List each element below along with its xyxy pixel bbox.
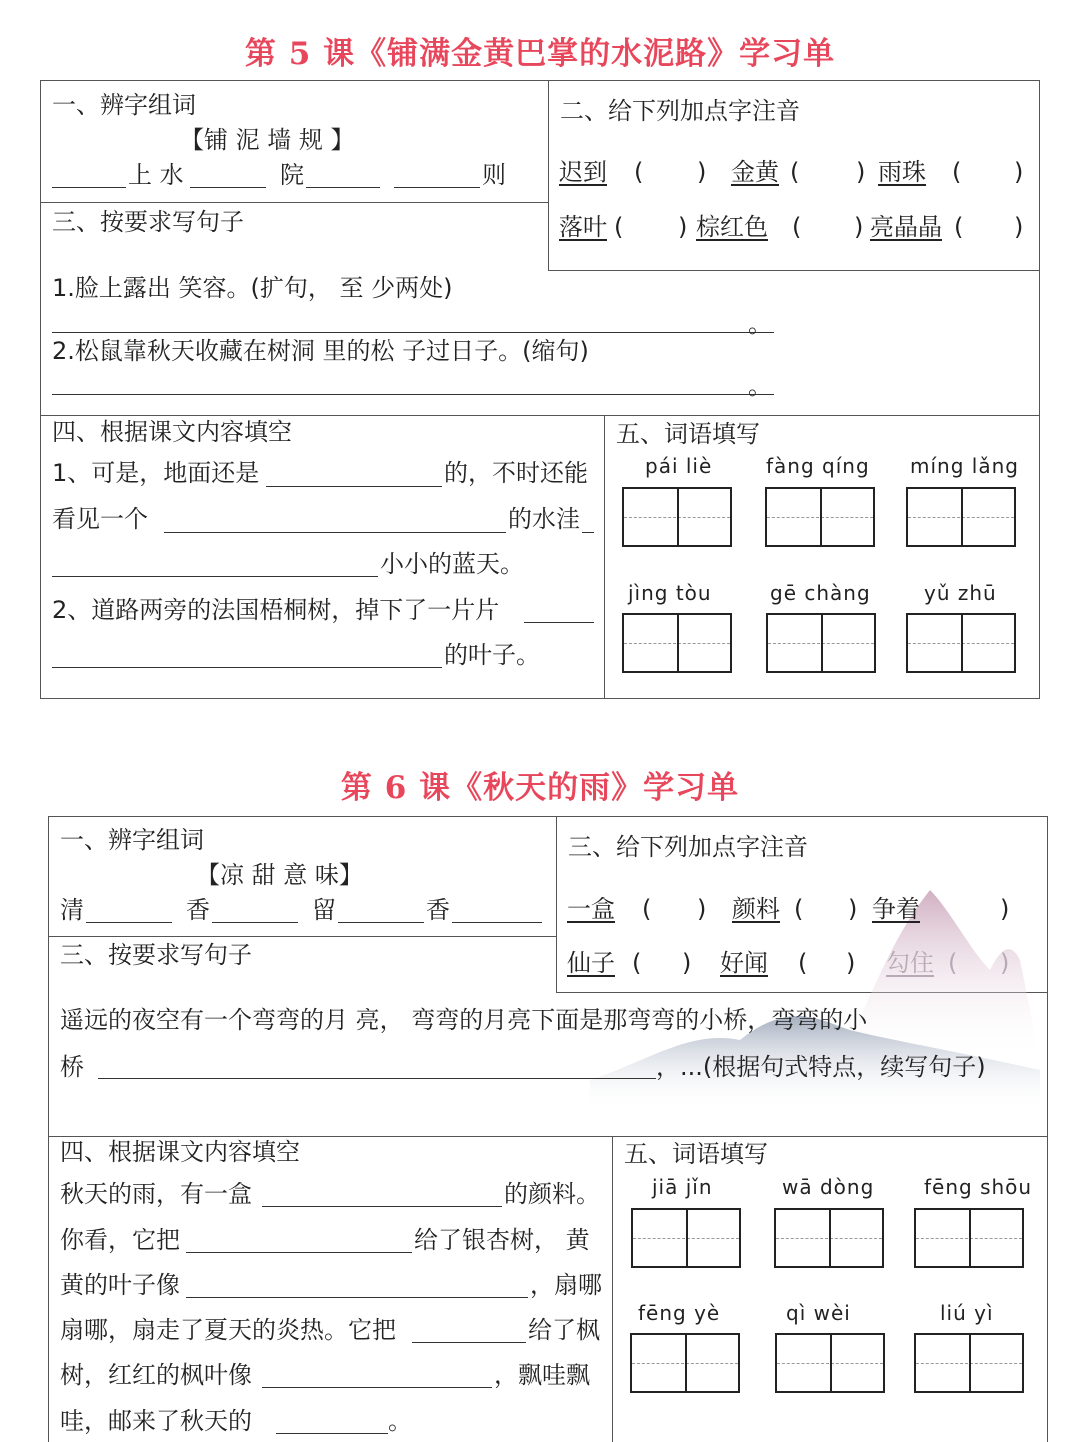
sentence-text: 遥远的夜空有一个弯弯的月 亮， 弯弯的月亮下面是那弯弯的小桥，弯弯的小 (60, 1006, 868, 1034)
pinyin-label: fàng qíng (766, 454, 870, 478)
answer-blank[interactable] (164, 532, 506, 533)
answer-blank[interactable] (394, 187, 480, 188)
fill-text: 树，红红的枫叶像 (60, 1361, 252, 1389)
paren: ) (697, 158, 707, 186)
paren: ) (697, 895, 707, 923)
fill-text: 秋天的雨，有一盒 (60, 1180, 252, 1208)
period: 。 (748, 310, 772, 338)
fill-text: 扇哪，扇走了夏天的炎热。它把 (60, 1316, 396, 1344)
pinyin-word: 金黄 (731, 158, 779, 186)
pinyin-label: qì wèi (786, 1301, 851, 1325)
writing-grid[interactable] (630, 1333, 740, 1393)
section-heading: 五、词语填写 (624, 1140, 768, 1168)
paren: ) (846, 949, 856, 977)
fill-text: 2、道路两旁的法国梧桐树，掉下了一片片 (52, 596, 500, 624)
pinyin-word: 仙子 (567, 949, 615, 977)
answer-blank[interactable] (262, 1387, 492, 1388)
blank-prompt: 则 (482, 161, 506, 189)
paren: ( (632, 949, 642, 977)
fill-text: 。 (388, 1407, 412, 1435)
section-heading: 二、给下列加点字注音 (560, 97, 800, 125)
blank-prompt: 清 (60, 896, 84, 924)
writing-grid[interactable] (766, 613, 876, 673)
paren: ) (682, 949, 692, 977)
char-list: 【铺 泥 墙 规 】 (180, 126, 355, 154)
answer-blank[interactable] (452, 922, 542, 923)
pinyin-word: 一盒 (567, 895, 615, 923)
paren: ( (790, 158, 800, 186)
fill-text: 给了银杏树， 黄 (414, 1226, 590, 1254)
writing-grid[interactable] (622, 487, 732, 547)
paren: ) (678, 213, 688, 241)
pinyin-label: yǔ zhū (924, 581, 997, 605)
fill-text: 哇，邮来了秋天的 (60, 1407, 252, 1435)
pinyin-word: 棕红色 (696, 213, 768, 241)
writing-grid[interactable] (906, 487, 1016, 547)
paren: ( (634, 158, 644, 186)
writing-grid[interactable] (765, 487, 875, 547)
paren: ) (856, 158, 866, 186)
pinyin-label: míng lǎng (910, 454, 1019, 478)
fill-text: 黄的叶子像 (60, 1271, 180, 1299)
fill-text: ，飘哇飘 (494, 1361, 590, 1389)
blank-prompt: 留 (312, 896, 336, 924)
pinyin-label: fēng yè (638, 1301, 721, 1325)
paren: ( (798, 949, 808, 977)
lesson5-title: 第 5 课《铺满金黄巴掌的水泥路》学习单 (244, 36, 836, 72)
pinyin-label: liú yì (940, 1301, 994, 1325)
paren: ( (948, 949, 958, 977)
answer-blank[interactable] (186, 1297, 528, 1298)
fill-text: 的水洼 (508, 505, 580, 533)
fill-text: 的叶子。 (444, 641, 540, 669)
pinyin-label: pái liè (645, 454, 713, 478)
answer-line[interactable] (98, 1078, 656, 1079)
fill-text: 你看，它把 (60, 1226, 180, 1254)
blank-prompt: 香 (426, 896, 450, 924)
lesson6-title: 第 6 课《秋天的雨》学习单 (340, 770, 740, 806)
pinyin-word: 迟到 (559, 158, 607, 186)
answer-blank[interactable] (52, 667, 442, 668)
answer-blank[interactable] (186, 1252, 412, 1253)
pinyin-word: 勾住 (886, 949, 934, 977)
answer-blank[interactable] (306, 187, 380, 188)
pinyin-label: wā dòng (782, 1175, 875, 1199)
writing-grid[interactable] (631, 1208, 741, 1268)
pinyin-word: 亮晶晶 (870, 213, 942, 241)
section-heading: 三、给下列加点字注音 (568, 833, 808, 861)
fill-text: 小小的蓝天。 (380, 550, 524, 578)
paren: ( (954, 213, 964, 241)
section-heading: 五、词语填写 (616, 420, 760, 448)
section-heading: 一、辨字组词 (52, 91, 196, 119)
paren: ) (1000, 895, 1010, 923)
writing-grid[interactable] (906, 613, 1016, 673)
pinyin-label: jiā jǐn (652, 1175, 713, 1199)
writing-grid[interactable] (914, 1333, 1024, 1393)
blank-prompt: 上 水 (128, 161, 184, 189)
fill-text: 的颜料。 (504, 1180, 600, 1208)
writing-grid[interactable] (914, 1208, 1024, 1268)
fill-text: 的，不时还能 (444, 459, 588, 487)
writing-grid[interactable] (622, 613, 732, 673)
paren: ( (792, 213, 802, 241)
paren: ) (848, 895, 858, 923)
paren: ) (1014, 158, 1024, 186)
answer-blank[interactable] (276, 1433, 388, 1434)
blank-prompt: 院 (280, 161, 304, 189)
sentence-question: 1.脸上露出 笑容。(扩句， 至 少两处) (52, 274, 453, 302)
answer-line[interactable] (52, 332, 774, 333)
mountain-decoration (590, 880, 1040, 1130)
answer-blank[interactable] (52, 576, 378, 577)
period: 。 (748, 372, 772, 400)
answer-blank[interactable] (524, 622, 594, 623)
pinyin-word: 好闻 (720, 949, 768, 977)
sentence-text: 桥 (60, 1053, 84, 1081)
char-list: 【凉 甜 意 味】 (196, 861, 363, 889)
paren: ( (794, 895, 804, 923)
paren: ( (642, 895, 652, 923)
answer-blank[interactable] (266, 486, 442, 487)
pinyin-label: gē chàng (770, 581, 871, 605)
pinyin-label: jìng tòu (628, 581, 712, 605)
answer-blank[interactable] (190, 187, 266, 188)
fill-text: 看见一个 (52, 505, 148, 533)
sentence-text: ，...(根据句式特点，续写句子) (656, 1053, 986, 1081)
fill-text: 1、可是，地面还是 (52, 459, 260, 487)
blank-prompt: 香 (186, 896, 210, 924)
pinyin-word: 雨珠 (878, 158, 926, 186)
fill-text: 给了枫 (528, 1316, 600, 1344)
pinyin-label: fēng shōu (924, 1175, 1033, 1199)
section-heading: 三、按要求写句子 (52, 208, 244, 236)
answer-blank[interactable] (86, 922, 172, 923)
answer-line[interactable] (52, 394, 774, 395)
paren: ) (1014, 213, 1024, 241)
writing-grid[interactable] (775, 1333, 885, 1393)
paren: ( (614, 213, 624, 241)
writing-grid[interactable] (774, 1208, 884, 1268)
paren: ) (1000, 949, 1010, 977)
section-heading: 四、根据课文内容填空 (52, 418, 292, 446)
section-heading: 四、根据课文内容填空 (60, 1138, 300, 1166)
section-heading: 三、按要求写句子 (60, 941, 252, 969)
pinyin-word: 颜料 (732, 895, 780, 923)
answer-blank[interactable] (338, 922, 424, 923)
paren: ) (854, 213, 864, 241)
sentence-question: 2.松鼠靠秋天收藏在树洞 里的松 子过日子。(缩句) (52, 337, 589, 365)
answer-blank[interactable] (412, 1342, 526, 1343)
answer-blank[interactable] (52, 187, 126, 188)
pinyin-word: 落叶 (559, 213, 607, 241)
answer-blank[interactable] (262, 1206, 502, 1207)
section-heading: 一、辨字组词 (60, 826, 204, 854)
paren: ( (952, 158, 962, 186)
fill-text: ，扇哪 (530, 1271, 602, 1299)
answer-blank[interactable] (212, 922, 298, 923)
pinyin-word: 争着 (872, 895, 920, 923)
